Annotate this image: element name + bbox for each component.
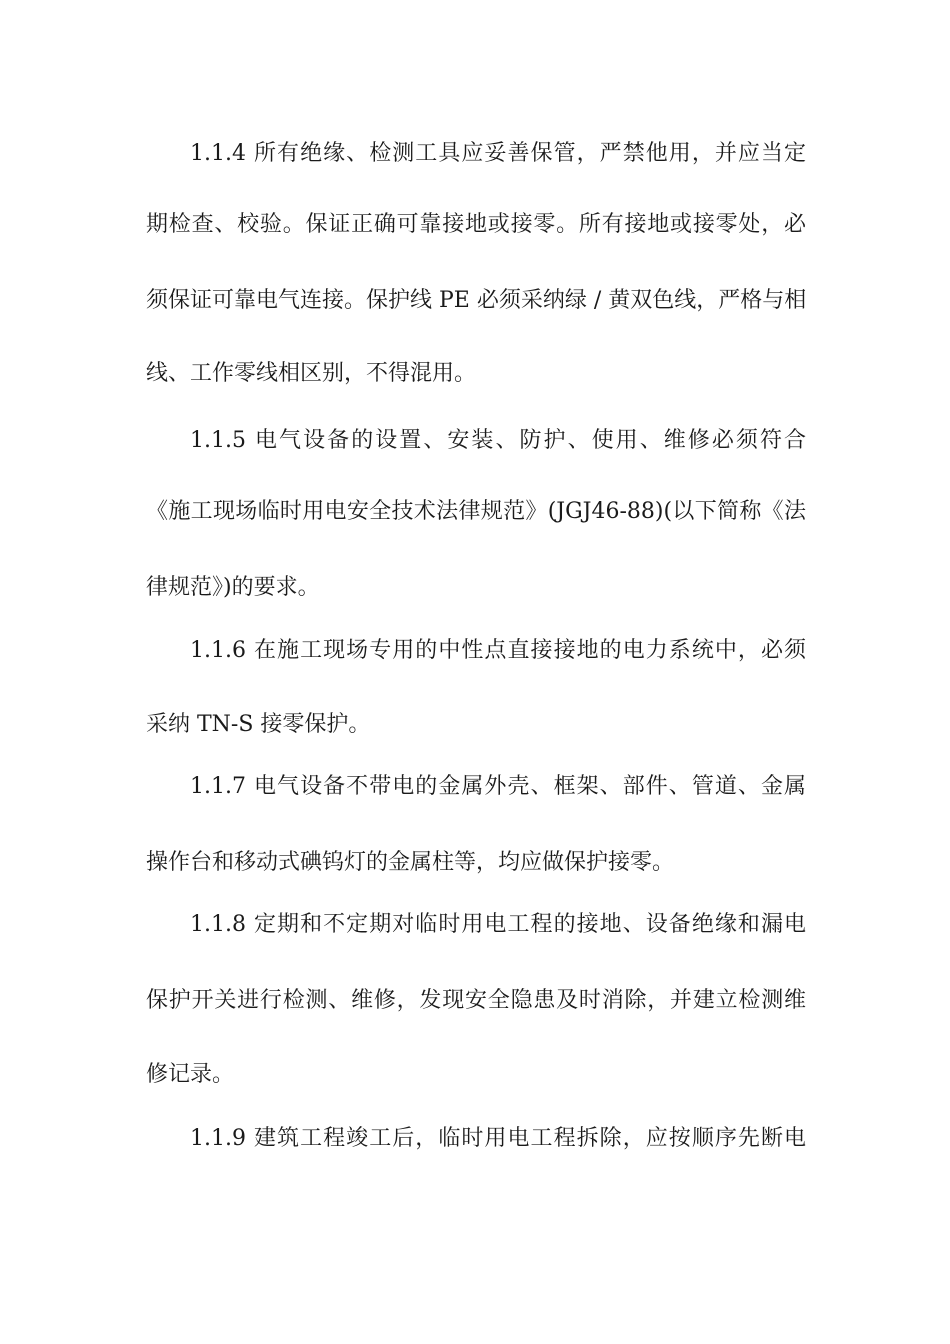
paragraph-1-1-4-line-1: 1.1.4 所有绝缘、检测工具应妥善保管，严禁他用，并应当定 — [190, 141, 806, 166]
paragraph-1-1-6-line-2: 采纳 TN-S 接零保护。 — [146, 712, 371, 737]
paragraph-1-1-5-line-3: 律规范》)的要求。 — [146, 575, 320, 600]
paragraph-1-1-8-line-3: 修记录。 — [146, 1062, 235, 1087]
paragraph-1-1-9-line-1: 1.1.9 建筑工程竣工后，临时用电工程拆除，应按顺序先断电 — [190, 1126, 806, 1151]
paragraph-1-1-8-line-1: 1.1.8 定期和不定期对临时用电工程的接地、设备绝缘和漏电 — [190, 912, 806, 937]
paragraph-1-1-4-line-2: 期检查、校验。保证正确可靠接地或接零。所有接地或接零处，必 — [146, 212, 806, 237]
paragraph-1-1-8-line-2: 保护开关进行检测、维修，发现安全隐患及时消除，并建立检测维 — [146, 988, 806, 1013]
paragraph-1-1-4-line-4: 线、工作零线相区别，不得混用。 — [146, 361, 477, 386]
paragraph-1-1-7-line-1: 1.1.7 电气设备不带电的金属外壳、框架、部件、管道、金属 — [190, 774, 806, 799]
paragraph-1-1-5-line-1: 1.1.5 电气设备的设置、安装、防护、使用、维修必须符合 — [190, 428, 806, 453]
paragraph-1-1-6-line-1: 1.1.6 在施工现场专用的中性点直接接地的电力系统中，必须 — [190, 638, 806, 663]
paragraph-1-1-5-line-2: 《施工现场临时用电安全技术法律规范》(JGJ46-88)(以下简称《法 — [146, 499, 806, 524]
paragraph-1-1-4-line-3: 须保证可靠电气连接。保护线 PE 必须采纳绿 / 黄双色线，严格与相 — [146, 288, 807, 313]
paragraph-1-1-7-line-2: 操作台和移动式碘钨灯的金属柱等，均应做保护接零。 — [146, 850, 675, 875]
